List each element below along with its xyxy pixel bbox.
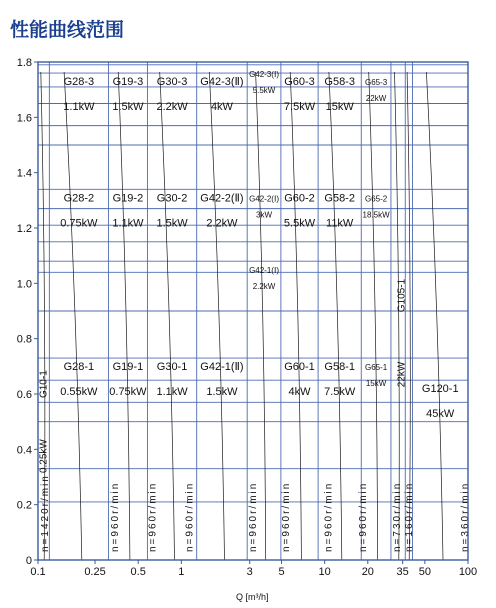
model-power: 15kW [365, 379, 387, 389]
y-tick-label: 0.4 [16, 444, 32, 457]
speed-label: n=960r/min [357, 481, 369, 552]
model-name: G65-1 [364, 363, 388, 373]
model-name: G60-3 [284, 76, 315, 89]
model-name: G28-2 [63, 192, 95, 205]
y-tick-label: 0.8 [16, 333, 32, 346]
model-power: 1.1kW [156, 386, 188, 399]
x-tick-label: 100 [458, 566, 478, 578]
model-name: G42-3(Ⅰ) [249, 69, 279, 79]
model-power: 0.55kW [60, 386, 98, 399]
model-name: G65-3 [364, 78, 388, 88]
speed-label: n=960r/min [147, 481, 159, 552]
x-tick-label: 35 [396, 566, 409, 578]
speed-label: n=960r/min [110, 481, 122, 552]
model-name: G65-2 [364, 194, 388, 204]
model-label-vertical [397, 278, 408, 387]
model-power: 5.5kW [283, 217, 316, 230]
y-tick-label: 1.6 [16, 112, 32, 125]
model-power: 1.1kW [63, 101, 95, 114]
speed-label: n=160r/min [403, 481, 415, 552]
model-name: G28-3 [63, 76, 95, 89]
model-name: G42-1(Ⅰ) [249, 266, 279, 276]
model-power: 1.5kW [156, 217, 188, 230]
model-name: G105-1 [396, 278, 408, 313]
model-power: 1.1kW [112, 217, 144, 230]
model-name: G58-3 [324, 76, 355, 89]
model-name: G30-1 [156, 361, 188, 374]
y-tick-label: 1.0 [16, 278, 32, 291]
model-name: G19-3 [112, 76, 144, 89]
model-power: 11kW [326, 217, 354, 230]
x-tick-label: 3 [246, 566, 253, 578]
model-name: G58-2 [324, 192, 355, 205]
y-tick-label: 1.2 [16, 223, 32, 235]
model-name: G42-2(Ⅰ) [249, 194, 279, 204]
model-power: 4kW [288, 386, 311, 399]
model-power: 15kW [325, 101, 354, 114]
model-name: G19-1 [112, 361, 144, 374]
x-tick-label: 0.5 [130, 566, 146, 578]
speed-label-layer [40, 474, 471, 552]
model-power: 5.5kW [252, 85, 276, 95]
model-name: G30-2 [156, 192, 188, 205]
model-power: 0.25kW [38, 439, 50, 474]
x-tick-label: 0.25 [84, 566, 106, 578]
model-power: 7.5kW [324, 386, 356, 399]
speed-label: n=960r/min [281, 481, 293, 552]
speed-label: n=1420r/min [39, 474, 51, 552]
model-name: G42-2(Ⅱ) [200, 192, 244, 205]
model-power: 2.2kW [206, 217, 238, 230]
x-tick-label: 50 [418, 566, 431, 578]
model-power: 4kW [210, 101, 233, 114]
x-tick-label: 1 [178, 566, 185, 578]
model-power: 2.2kW [156, 101, 188, 114]
x-tick-label: 5 [278, 566, 285, 578]
model-name: G28-1 [63, 361, 95, 374]
model-name: G60-2 [284, 192, 315, 205]
y-tick-label: 1.4 [16, 167, 32, 180]
model-name: G60-1 [284, 361, 315, 374]
x-tick-label: 0.1 [30, 566, 46, 578]
speed-label: n=730r/min [392, 481, 404, 552]
x-tick-label: 20 [361, 566, 374, 578]
speed-label: n=960r/min [323, 481, 335, 552]
y-tick-label: 1.8 [16, 57, 32, 69]
model-name: G42-3(Ⅱ) [200, 76, 244, 89]
model-power: 7.5kW [283, 101, 316, 114]
y-tick-label: 0.6 [16, 389, 32, 401]
speed-label: n=960r/min [247, 481, 259, 552]
model-name: G42-1(Ⅱ) [200, 361, 244, 374]
model-power: 22kW [396, 361, 408, 388]
model-power: 1.5kW [206, 386, 238, 399]
model-name: G120-1 [421, 383, 459, 396]
model-name: G19-2 [112, 192, 144, 205]
model-power: 22kW [365, 94, 387, 104]
model-power: 2.2kW [252, 282, 276, 292]
model-power: 18.5kW [362, 210, 390, 220]
x-axis-label: Q [m³/h] [236, 592, 269, 602]
model-power: 0.75kW [60, 217, 98, 230]
model-power: 45kW [426, 408, 455, 421]
model-name: G10-1 [38, 370, 50, 399]
speed-label: n=360r/min [460, 481, 471, 552]
model-power: 3kW [256, 210, 273, 220]
speed-label: n=960r/min [184, 481, 196, 552]
model-power: 1.5kW [112, 101, 144, 114]
x-tick-label: 10 [318, 566, 331, 578]
y-tick-label: 0.2 [16, 499, 32, 512]
chart-title: 性能曲线范围 [10, 20, 125, 41]
model-power: 0.75kW [109, 386, 147, 399]
model-name: G58-1 [324, 361, 355, 374]
model-name: G30-3 [156, 76, 188, 89]
y-tick-label: 0 [25, 555, 32, 567]
